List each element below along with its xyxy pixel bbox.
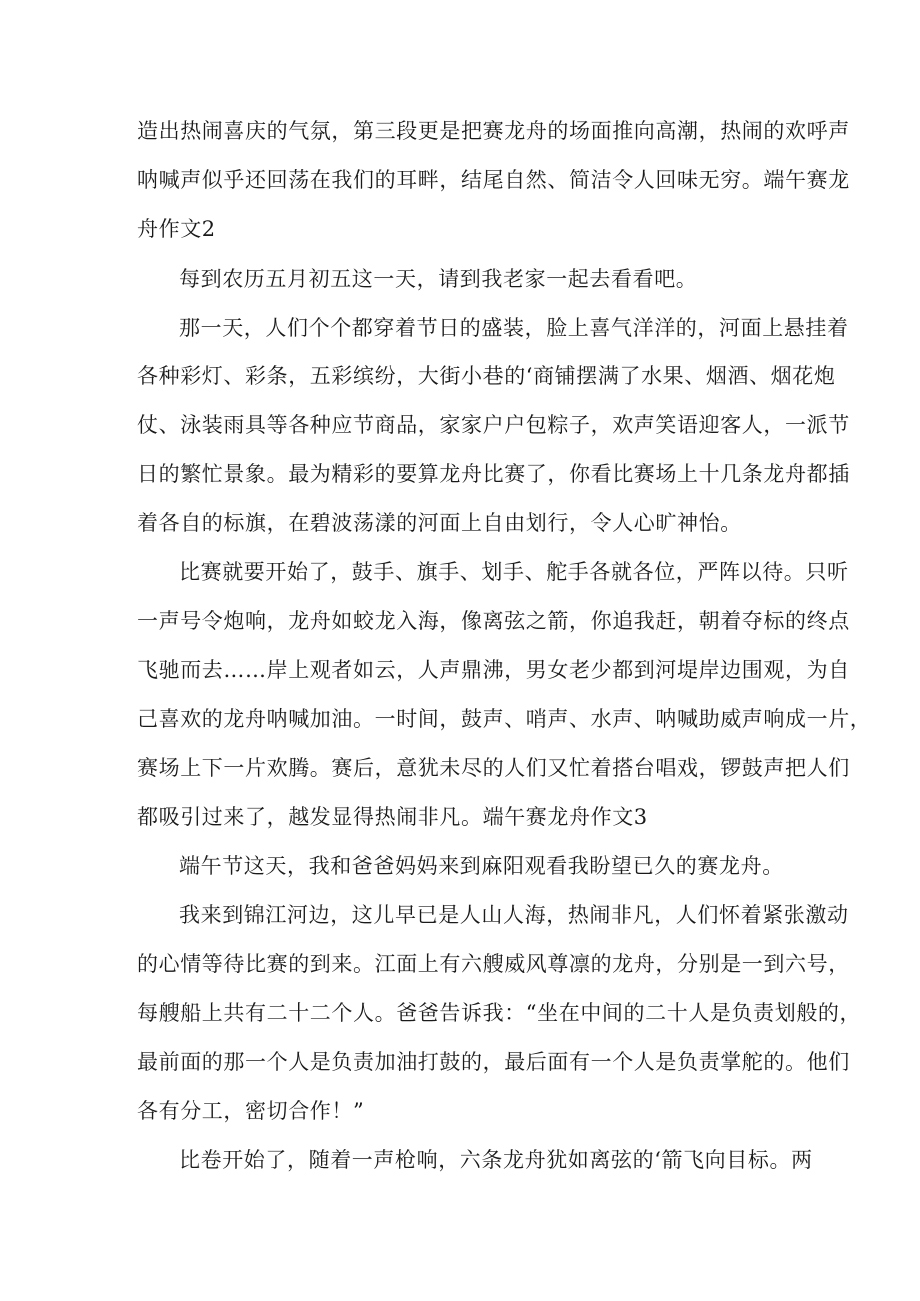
text-line-10: 比赛就要开始了，鼓手、旗手、划手、舵手各就各位，严阵以待。只听 [179, 560, 849, 584]
text-line-6: 各种彩灯、彩条，五彩缤纷，大街小巷的‘商铺摆满了水果、烟酒、烟花炮 [137, 364, 836, 388]
text-line-5: 那一天，人们个个都穿着节日的盛装，脸上喜气洋洋的，河面上悬挂着 [179, 316, 849, 340]
text-line-7: 仗、泳装雨具等各种应节商品，家家户户包粽子，欢声笑语迎客人，一派节 [137, 413, 850, 437]
text-line-4: 每到农历五月初五这一天，请到我老家一起去看看吧。 [179, 267, 698, 291]
text-line-9: 着各自的标旗，在碧波荡漾的河面上自由划行，令人心旷神怡。 [137, 511, 742, 535]
text-line-1: 造出热闹喜庆的气氛，第三段更是把赛龙舟的场面推向高潮，热闹的欢呼声 [137, 119, 850, 143]
text-line-3: 舟作文2 [137, 217, 216, 241]
text-line-14: 赛场上下一片欢腾。赛后，意犹未尽的人们又忙着搭台唱戏，锣鼓声把人们 [137, 756, 850, 780]
text-line-19: 每艘船上共有二十二个人。爸爸告诉我：“坐在中间的二十人是负责划般的， [137, 1001, 862, 1025]
text-line-2: 呐喊声似乎还回荡在我们的耳畔，结尾自然、简洁令人回味无穷。端午赛龙 [137, 168, 850, 192]
text-line-11: 一声号令炮响，龙舟如蛟龙入海，像离弦之箭，你追我赶，朝着夺标的终点 [137, 609, 850, 633]
text-line-21: 各有分工，密切合作！” [137, 1099, 365, 1123]
text-line-12: 飞驰而去……岸上观者如云，人声鼎沸，男女老少都到河堤岸边围观，为自 [137, 658, 850, 682]
text-line-13: 己喜欢的龙舟呐喊加油。一时间，鼓声、哨声、水声、呐喊助威声响成一片， [137, 707, 872, 731]
text-line-8: 日的繁忙景象。最为精彩的要算龙舟比赛了，你看比赛场上十几条龙舟都插 [137, 462, 850, 486]
text-line-15: 都吸引过来了，越发显得热闹非凡。端午赛龙舟作文3 [137, 805, 648, 829]
text-line-16: 端午节这天，我和爸爸妈妈来到麻阳观看我盼望已久的赛龙舟。 [179, 854, 784, 878]
text-line-18: 的心情等待比赛的到来。江面上有六艘威风尊凛的龙舟，分别是一到六号， [137, 952, 850, 976]
text-line-20: 最前面的那一个人是负责加油打鼓的，最后面有一个人是负责掌舵的。他们 [137, 1050, 850, 1074]
text-line-22: 比卷开始了，随着一声枪响，六条龙舟犹如离弦的‘箭飞向目标。两 [179, 1148, 813, 1172]
text-line-17: 我来到锦江河边，这儿早已是人山人海，热闹非凡，人们怀着紧张激动 [179, 903, 849, 927]
